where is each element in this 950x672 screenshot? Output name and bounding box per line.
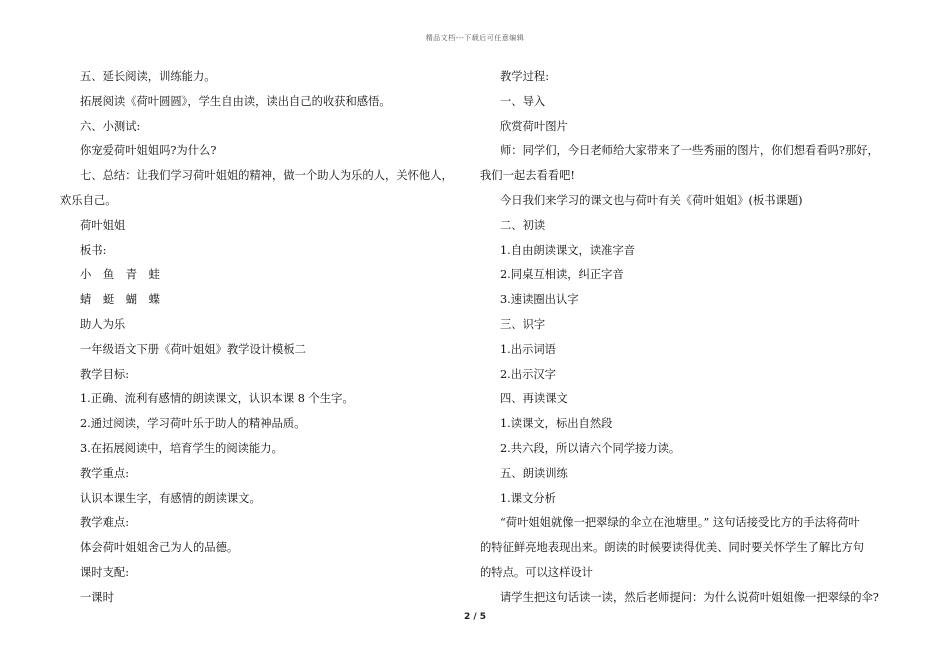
text-line: 欢乐自己。 — [60, 193, 117, 207]
text-line: 三、识字 — [500, 317, 546, 331]
text-line: 3.在拓展阅读中，培育学生的阅读能力。 — [80, 441, 283, 455]
text-line: 教学难点: — [80, 516, 129, 530]
text-line: 板书: — [80, 243, 107, 257]
text-line: 请学生把这句话读一读，然后老师提问：为什么说荷叶姐姐像一把翠绿的伞? — [500, 590, 879, 604]
text-line: 教学目标: — [80, 367, 129, 381]
text-line: 二、初读 — [500, 218, 546, 232]
text-line: 一年级语文下册《荷叶姐姐》教学设计模板二 — [80, 342, 306, 356]
text-line: 五、朗读训练 — [500, 466, 568, 480]
text-line: 七、总结：让我们学习荷叶姐姐的精神，做一个助人为乐的人，关怀他人， — [80, 169, 453, 183]
text-line: 1.自由朗读课文，读准字音 — [500, 243, 636, 257]
text-line: 2.共六段，所以请六个同学接力读。 — [500, 441, 681, 455]
text-line: 认识本课生字，有感情的朗读课文。 — [80, 491, 261, 505]
text-line: 3.速读圈出认字 — [500, 293, 579, 307]
text-line: 欣赏荷叶图片 — [500, 119, 568, 133]
page-number: 2 / 5 — [463, 612, 487, 622]
text-line: 教学过程: — [500, 70, 549, 83]
text-line: 1.正确、流利有感情的朗读课文，认识本课 8 个生字。 — [80, 392, 354, 406]
text-line: 2.通过阅读，学习荷叶乐于助人的精神品质。 — [80, 417, 306, 431]
text-line: “荷叶姐姐就像一把翠绿的伞立在池塘里。” 这句话接受比方的手法将荷叶 — [500, 516, 860, 530]
text-line: 师：同学们，今日老师给大家带来了一些秀丽的图片，你们想看看吗?那好， — [500, 144, 879, 158]
page-header: 精品文档---下载后可任意编辑 — [425, 34, 525, 42]
text-line: 我们一起去看看吧! — [480, 169, 575, 183]
text-line: 五、延长阅读，训练能力。 — [80, 70, 216, 83]
text-line: 2.同桌互相读，纠正字音 — [500, 268, 624, 282]
text-line: 一、导入 — [500, 94, 546, 108]
text-line: 今日我们来学习的课文也与荷叶有关《荷叶姐姐》(板书课题) — [500, 193, 803, 207]
text-line: 四、再读课文 — [500, 392, 568, 406]
text-line: 小 鱼 青 蛙 — [80, 268, 164, 282]
text-line: 的特征鲜亮地表现出来。朗读的时候要读得优美、同时要关怀学生了解比方句 — [480, 541, 865, 555]
text-line: 六、小测试: — [80, 119, 141, 133]
left-column — [60, 65, 470, 611]
text-line: 拓展阅读《荷叶圆圆》，学生自由读，读出自己的收获和感悟。 — [80, 94, 391, 108]
text-line: 2.出示汉字 — [500, 367, 556, 381]
text-line: 体会荷叶姐姐舍己为人的品德。 — [80, 541, 239, 555]
text-line: 1.课文分析 — [500, 491, 556, 505]
text-line: 1.读课文，标出自然段 — [500, 417, 613, 431]
text-line: 你宠爱荷叶姐姐吗?为什么? — [80, 144, 217, 158]
text-line: 1.出示词语 — [500, 342, 556, 356]
text-line: 一课时 — [80, 590, 114, 604]
text-line: 荷叶姐姐 — [80, 218, 126, 232]
text-line: 的特点。可以这样设计 — [480, 565, 593, 579]
text-line: 助人为乐 — [80, 317, 126, 331]
text-line: 蜻 蜓 蝴 蝶 — [80, 293, 164, 307]
text-line: 课时支配: — [80, 565, 129, 579]
right-column — [480, 65, 890, 611]
text-line: 教学重点: — [80, 466, 129, 480]
